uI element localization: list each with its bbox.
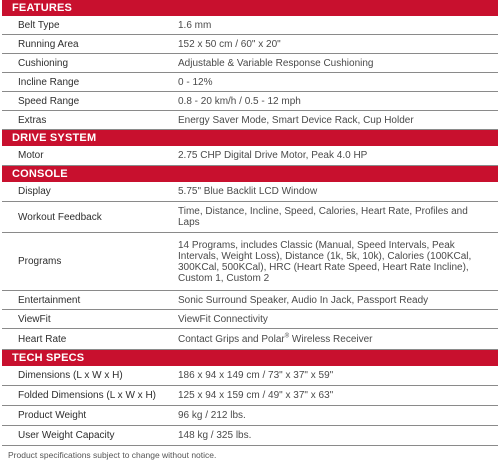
spec-value: 5.75" Blue Backlit LCD Window [178,186,318,197]
spec-value: Sonic Surround Speaker, Audio In Jack, Passport Ready [178,294,429,306]
spec-row [2,310,498,329]
spec-row [2,54,498,73]
footnote: Product specifications subject to change without notice. [8,450,217,460]
spec-row [2,111,498,130]
spec-label: Heart Rate [18,333,67,345]
spec-row [2,35,498,54]
section-header: FEATURES [2,0,498,16]
spec-value: 96 kg / 212 lbs. [178,410,246,421]
spec-label: Folded Dimensions (L x W x H) [18,390,156,401]
spec-value: Adjustable & Variable Response Cushioning [178,57,374,69]
spec-row [2,406,498,426]
spec-row [2,329,498,350]
spec-row [2,366,498,386]
spec-label: Running Area [18,38,79,50]
section-header: CONSOLE [2,166,498,182]
spec-value: 186 x 94 x 149 cm / 73" x 37" x 59" [178,370,334,381]
spec-value: 148 kg / 325 lbs. [178,430,252,441]
spec-label: Incline Range [18,76,80,88]
spec-label: Display [18,186,51,197]
spec-row [2,73,498,92]
spec-label: ViewFit [18,313,51,325]
section-drive-system [0,130,500,166]
spec-row [2,386,498,406]
spec-value: 125 x 94 x 159 cm / 49" x 37" x 63" [178,390,334,401]
spec-row [2,146,498,166]
section-header: DRIVE SYSTEM [2,130,498,146]
spec-value: Energy Saver Mode, Smart Device Rack, Cup Holder [178,114,414,126]
spec-label: Entertainment [18,294,81,306]
spec-row [2,202,498,233]
spec-value: 1.6 mm [178,19,212,31]
spec-label: Product Weight [18,410,87,421]
spec-label: Workout Feedback [18,211,102,223]
spec-value: 0.8 - 20 km/h / 0.5 - 12 mph [178,95,301,107]
section-tech-specs [0,350,500,446]
spec-label: Cushioning [18,57,69,69]
spec-value: ViewFit Connectivity [178,313,268,325]
spec-label: Belt Type [18,19,60,31]
spec-row [2,426,498,446]
spec-label: Programs [18,256,62,267]
spec-value: 14 Programs, includes Classic (Manual, Speed Intervals, Peak Intervals, Weight Loss), Distance (1k, 5k, 10k), Calories (100KCal, 300KCal, 500KCal), HRC (Heart Rate Speed, Heart Rate Incline), Custom 1, Custom 2 [178,239,472,284]
spec-value: 2.75 CHP Digital Drive Motor, Peak 4.0 HP [178,150,368,161]
section-header: TECH SPECS [2,350,498,366]
spec-value: 152 x 50 cm / 60" x 20" [178,38,281,50]
spec-row [2,233,498,291]
spec-value: Time, Distance, Incline, Speed, Calories, Heart Rate, Profiles and Laps [178,206,468,228]
spec-value: 0 - 12% [178,76,213,88]
spec-label: User Weight Capacity [18,430,115,441]
section-console [0,166,500,350]
spec-row [2,16,498,35]
spec-label: Speed Range [18,95,80,107]
spec-label: Extras [18,114,47,126]
spec-row [2,92,498,111]
section-features [0,0,500,130]
spec-row [2,182,498,202]
spec-value: Contact Grips and Polar® Wireless Receiver [178,333,373,345]
spec-label: Dimensions (L x W x H) [18,370,123,381]
spec-row [2,291,498,310]
spec-label: Motor [18,150,44,161]
